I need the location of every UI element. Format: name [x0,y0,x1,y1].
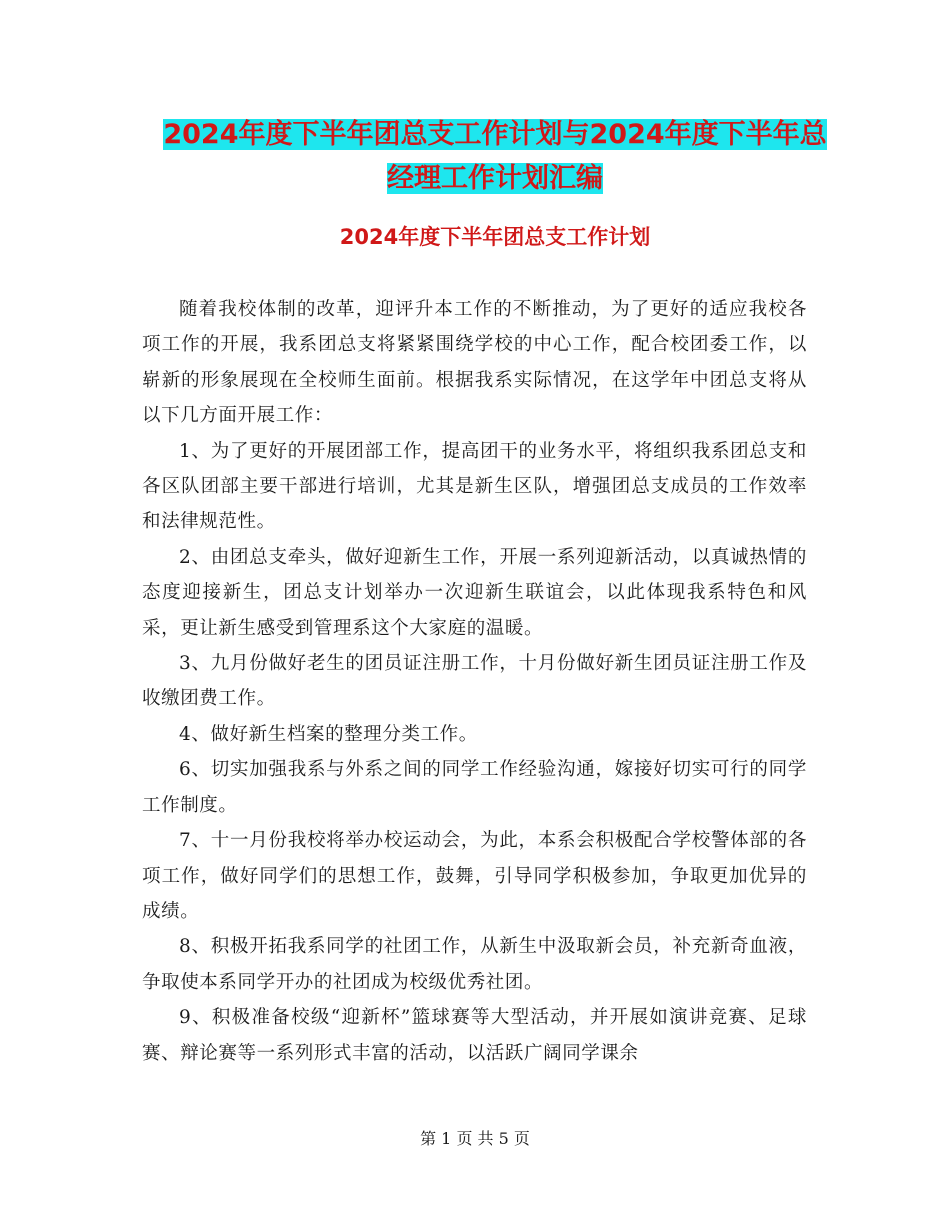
plan-item-1: 1、为了更好的开展团部工作，提高团干的业务水平，将组织我系团总支和各区队团部主要干部进行培训，尤其是新生区队，增强团总支成员的工作效率和法律规范性。 [142,440,807,533]
document-title-line-2: 经理工作计划汇编 [387,163,603,194]
plan-item-7: 7、十一月份我校将举办校运动会，为此，本系会积极配合学校警体部的各项工作，做好同学们的思想工作，鼓舞，引导同学积极参加，争取更加优异的成绩。 [142,830,807,922]
intro-paragraph: 随着我校体制的改革，迎评升本工作的不断推动，为了更好的适应我校各项工作的开展，我系团总支将紧紧围绕学校的中心工作，配合校团委工作，以崭新的形象展现在全校师生面前。根据我系实际情况，在这学年中团总支将从以下几方面开展工作： [142,299,807,427]
plan-item-2: 2、由团总支牵头，做好迎新生工作，开展一系列迎新活动，以真诚热情的态度迎接新生，团总支计划举办一次迎新生联谊会，以此体现我系特色和风采，更让新生感受到管理系这个大家庭的温暖。 [142,546,807,639]
document-title [135,113,855,201]
plan-item-3: 3、九月份做好老生的团员证注册工作，十月份做好新生团员证注册工作及收缴团费工作。 [142,653,807,710]
document-title-line-1: 2024年度下半年团总支工作计划与2024年度下半年总 [163,119,827,150]
plan-item-6: 6、切实加强我系与外系之间的同学工作经验沟通，嫁接好切实可行的同学工作制度。 [142,759,807,816]
plan-item-4: 4、做好新生档案的整理分类工作。 [179,723,478,745]
page-number-footer: 第 1 页 共 5 页 [420,1129,530,1148]
plan-item-8: 8、积极开拓我系同学的社团工作，从新生中汲取新会员，补充新奇血液，争取使本系同学开办的社团成为校级优秀社团。 [142,936,807,993]
section-title: 2024年度下半年团总支工作计划 [339,225,651,249]
document-body [142,292,807,1071]
plan-item-9: 9、积极准备校级“迎新杯”篮球赛等大型活动，并开展如演讲竞赛、足球赛、辩论赛等一系列形式丰富的活动，以活跃广阔同学课余 [142,1007,807,1064]
